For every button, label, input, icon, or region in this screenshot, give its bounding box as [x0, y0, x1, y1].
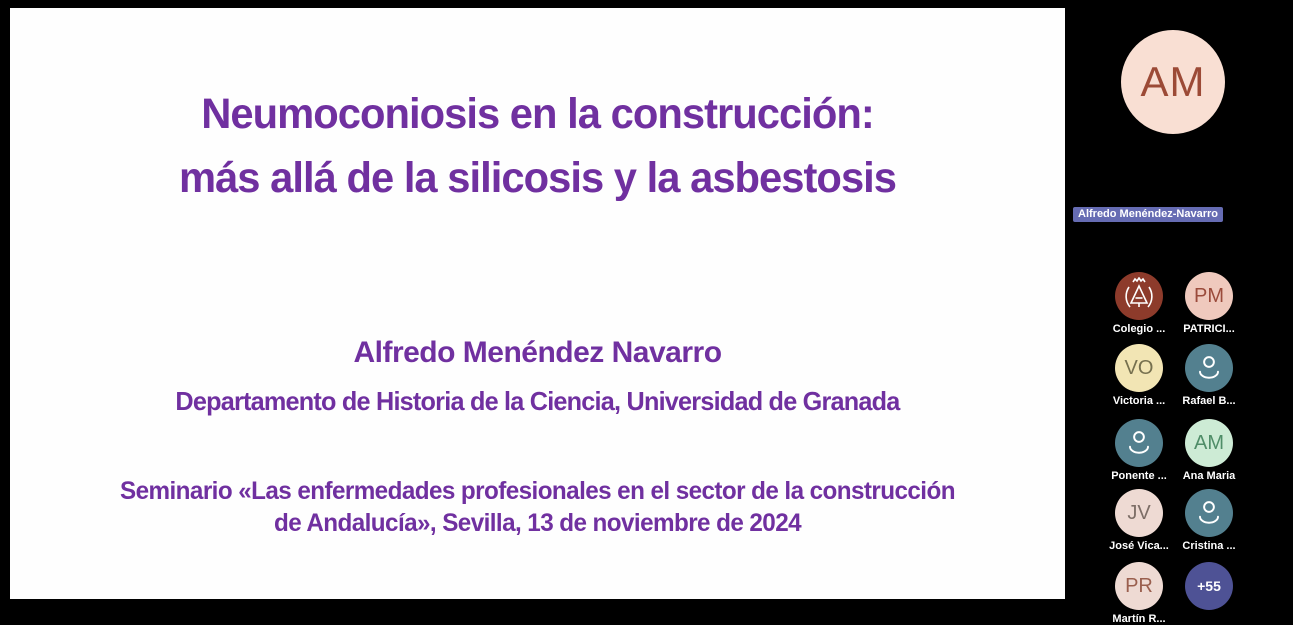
presentation-slide	[10, 8, 1065, 599]
overflow-count: +55	[1197, 578, 1221, 594]
crest-icon	[1122, 277, 1156, 315]
participant-name: Victoria ...	[1112, 395, 1166, 407]
participant-name: Martín R...	[1112, 613, 1166, 625]
participant-name: Cristina ...	[1182, 540, 1236, 552]
person-icon	[1191, 495, 1227, 531]
avatar	[1185, 344, 1233, 392]
participant-tile[interactable]	[1102, 562, 1176, 625]
avatar	[1115, 419, 1163, 467]
avatar	[1185, 489, 1233, 537]
slide-affiliation: Departamento de Historia de la Ciencia, Universidad de Granada	[175, 386, 900, 416]
avatar	[1185, 419, 1233, 467]
participant-tile[interactable]	[1172, 419, 1246, 482]
participant-tile[interactable]	[1102, 489, 1176, 552]
participant-tile[interactable]	[1102, 272, 1176, 335]
participant-initials: PM	[1194, 284, 1224, 307]
participant-initials: JV	[1127, 501, 1151, 524]
participant-name: PATRICI...	[1183, 323, 1235, 335]
participant-name: Colegio ...	[1112, 323, 1166, 335]
person-icon	[1121, 425, 1157, 461]
participant-tile[interactable]	[1172, 344, 1246, 407]
participant-initials: AM	[1194, 431, 1224, 454]
participant-name: Ponente ...	[1111, 470, 1167, 482]
participant-initials: PR	[1125, 574, 1153, 597]
participant-tile[interactable]	[1102, 419, 1176, 482]
participant-name: Ana Maria	[1182, 470, 1236, 482]
overflow-count-badge	[1185, 562, 1233, 610]
participant-tile[interactable]	[1172, 489, 1246, 552]
participant-name: Rafael B...	[1182, 395, 1236, 407]
participant-tile[interactable]	[1102, 344, 1176, 407]
slide-title-line2: más allá de la silicosis y la asbestosis	[178, 154, 897, 202]
slide-title-line1: Neumoconiosis en la construcción:	[201, 90, 874, 138]
speaker-avatar[interactable]	[1121, 30, 1225, 134]
participant-tile-overflow[interactable]	[1172, 562, 1246, 613]
slide-seminar-line1: Seminario «Las enfermedades profesionales en el sector de la construcción	[120, 477, 955, 505]
participant-initials: VO	[1124, 356, 1154, 379]
person-icon	[1191, 350, 1227, 386]
speaker-name-badge: Alfredo Menéndez-Navarro	[1073, 207, 1223, 222]
slide-title	[26, 82, 1049, 210]
avatar	[1115, 344, 1163, 392]
participant-name: José Vica...	[1109, 540, 1169, 552]
avatar	[1185, 272, 1233, 320]
slide-seminar-line2: de Andalucía», Sevilla, 13 de noviembre de 2024	[273, 509, 802, 537]
avatar	[1115, 562, 1163, 610]
slide-seminar	[26, 475, 1049, 539]
speaker-initials: AM	[1140, 58, 1206, 105]
participant-tile[interactable]	[1172, 272, 1246, 335]
avatar	[1115, 489, 1163, 537]
slide-author: Alfredo Menéndez Navarro	[353, 336, 722, 369]
avatar	[1115, 272, 1163, 320]
